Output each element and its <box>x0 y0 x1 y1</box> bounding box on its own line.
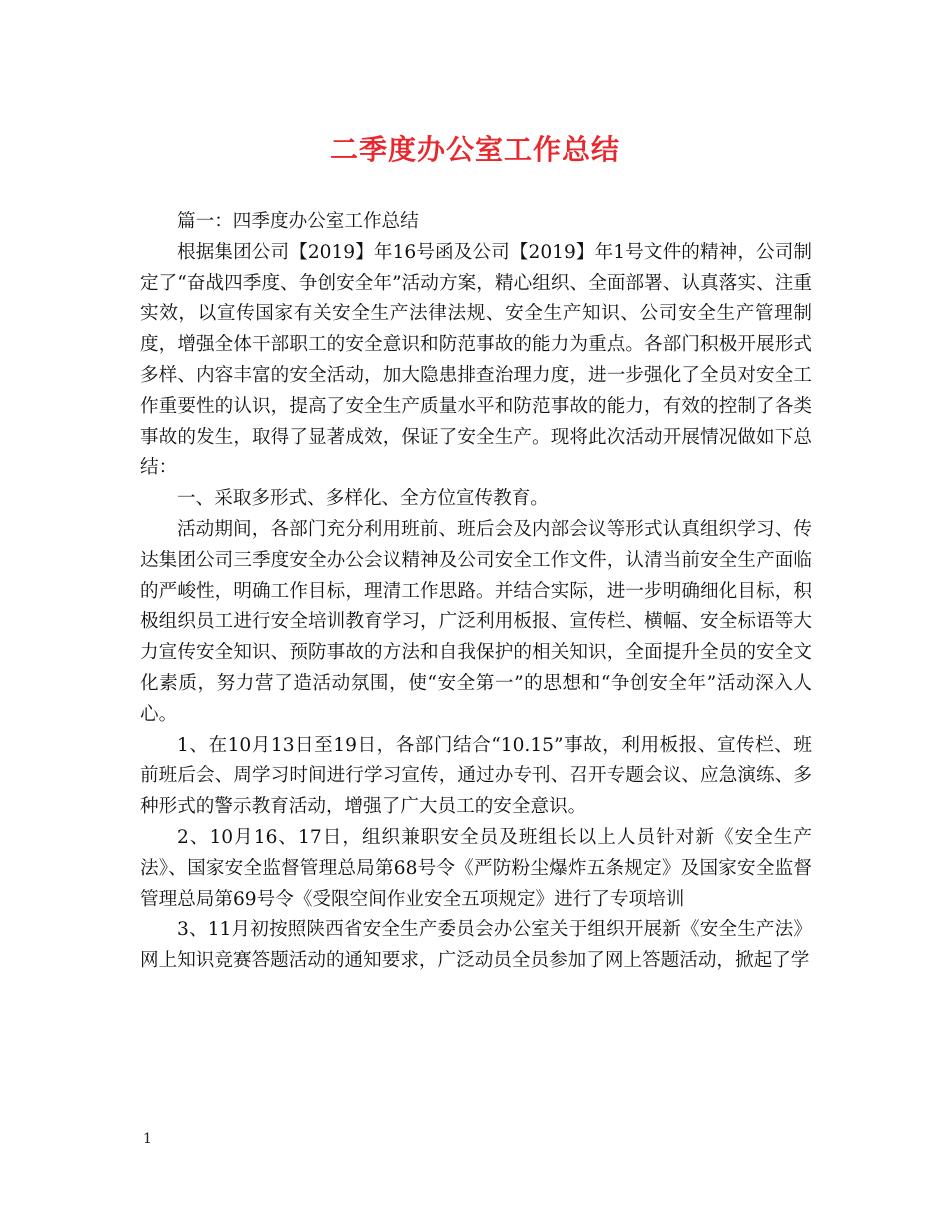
paragraph: 活动期间，各部门充分利用班前、班后会及内部会议等形式认真组织学习、传达集团公司三季度安全办公会议精神及公司安全工作文件，认清当前安全生产面临的严峻性，明确工作目标，理清工作思路。并结合实际，进一步明确细化目标，积极组织员工进行安全培训教育学习，广泛利用板报、宣传栏、横幅、安全标语等大力宣传安全知识、预防事故的方法和自我保护的相关知识，全面提升全员的安全文化素质，努力营了造活动氛围，使“安全第一”的思想和“争创安全年”活动深入人心。 <box>140 518 812 725</box>
document-body <box>140 207 812 977</box>
list-item: 1、在10月13日至19日，各部门结合“10.15”事故，利用板报、宣传栏、班前班后会、周学习时间进行学习宣传，通过办专刊、召开专题会议、应急演练、多种形式的警示教育活动，增强了广大员工的安全意识。 <box>140 734 812 818</box>
paragraph-heading: 一、采取多形式、多样化、全方位宣传教育。 <box>177 488 549 510</box>
paragraph: 根据集团公司【2019】年16号函及公司【2019】年1号文件的精神，公司制定了“奋战四季度、争创安全年”活动方案，精心组织、全面部署、认真落实、注重实效，以宣传国家有关安全生产法律法规、安全生产知识、公司安全生产管理制度，增强全体干部职工的安全意识和防范事故的能力为重点。各部门积极开展形式多样、内容丰富的安全活动，加大隐患排查治理力度，进一步强化了全员对安全工作重要性的认识，提高了安全生产质量水平和防范事故的能力，有效的控制了各类事故的发生，取得了显著成效，保证了安全生产。现将此次活动开展情况做如下总结： <box>140 241 812 479</box>
list-item: 3、11月初按照陕西省安全生产委员会办公室关于组织开展新《安全生产法》网上知识竞赛答题活动的通知要求，广泛动员全员参加了网上答题活动，掀起了学 <box>140 919 812 972</box>
section-heading: 篇一：四季度办公室工作总结 <box>177 211 419 232</box>
document-title: 二季度办公室工作总结 <box>329 133 620 166</box>
page-number: 1 <box>143 1131 152 1147</box>
list-item: 2、10月16、17日，组织兼职安全员及班组长以上人员针对新《安全生产法》、国家安全监督管理总局第68号令《严防粉尘爆炸五条规定》及国家安全监督管理总局第69号令《受限空间作业安全五项规定》进行了专项培训 <box>140 826 812 910</box>
